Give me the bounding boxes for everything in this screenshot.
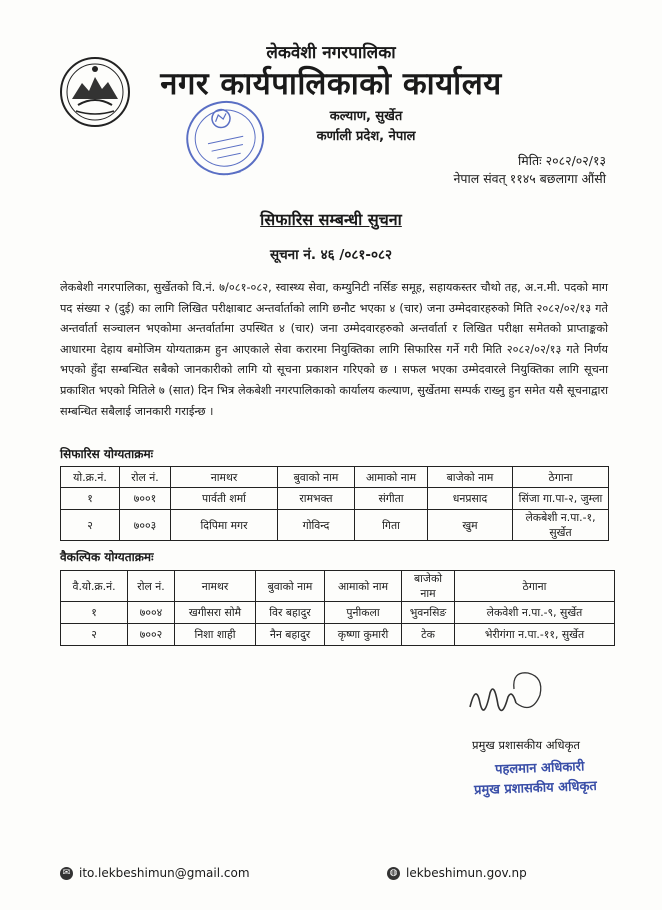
table-cell: निशा शाही [175,624,256,646]
table-cell: पुनीकला [325,602,402,624]
table-cell: भुवनसिङ [402,602,455,624]
table-cell: रामभक्त [278,488,355,510]
globe-icon: ◍ [387,867,400,880]
email-address: ito.lekbeshimun@gmail.com [79,866,250,880]
office-stamp [178,94,274,190]
table-cell: कृष्णा कुमारी [325,624,402,646]
notice-body: लेकबेशी नगरपालिका, सुर्खेतको वि.नं. ७/०८१-०८२, स्वास्थ्य सेवा, कम्युनिटी नर्सिङ समूह, सहायकस्तर चौथो तह, अ.न.मी. पदको माग पद संख्या २ (दुई) का लागि लिखित परीक्षाबाट अन्तर्वार्ताको लागि छनौट भएका ४ (चार) जना उम्मेदवारहरुको मिति २०८२/०२/१३ गते अन्तर्वार्ता सञ्चालन भएकोमा अन्तर्वार्तामा उपस्थित ४ (चार) जना उम्मेदवारहरुको अन्तर्वार्ता र लिखित परीक्षा समेतको प्राप्ताङ्कको आधारमा देहाय बमोजिम योग्यताक्रम हुन आएकाले सेवा करारमा नियुक्तिका लागि सिफारिस गर्ने गरी मिति २०८२/०२/१३ गते निर्णय भएको हुँदा सम्बन्धित सबैको जानकारीको लागि यो सूचना प्रकाशन गरिएको छ । सफल भएका उम्मेदवारले नियुक्तिका लागि सूचना प्रकाशित भएको मितिले ७ (सात) दिन भित्र लेकबेशी नगरपालिकाको कार्यालय कल्याण, सुर्खेतमा सम्पर्क राख्नु हुन समेत यसै सूचनाद्वारा सम्बन्धित सबैलाई जानकारी गराईन्छ । [60,281,608,418]
table-cell: धनप्रसाद [428,488,513,510]
table-row [61,602,615,624]
notice-subject: सिफारिस सम्बन्धी सुचना [260,210,402,229]
col-header: रोल नं. [120,467,171,488]
table-cell: गिता [355,510,428,541]
table-cell: नैन बहादुर [256,624,325,646]
seal-name: पहलमान अधिकारी [494,759,585,778]
handwritten-signature [462,663,552,733]
footer-email [60,866,250,880]
col-header: वै.यो.क्र.नं. [61,571,128,602]
table-cell: भेरीगंगा न.पा.-११, सुर्खेत [455,624,615,646]
col-header: बुवाको नाम [278,467,355,488]
col-header: बाजेको नाम [428,467,513,488]
table-cell: ७००४ [128,602,175,624]
col-header: आमाको नाम [325,571,402,602]
office-title: नगर कार्यपालिकाको कार्यालय [160,66,502,102]
table-row [61,488,609,510]
table-cell: २ [61,510,120,541]
col-header: रोल नं. [128,571,175,602]
table-cell: खुम [428,510,513,541]
table-cell: २ [61,624,128,646]
table-cell: टेक [402,624,455,646]
table-cell: ७००१ [120,488,171,510]
municipality-name: लेकवेशी नगरपालिका [266,43,396,63]
col-header: ठेगाना [455,571,615,602]
table-cell: संगीता [355,488,428,510]
col-header: बाजेको नाम [402,571,455,602]
notice-number: सूचना नं. ४६ /०८१-०८२ [269,247,393,263]
table-cell: सिंजा गा.पा-२, जुम्ला [513,488,609,510]
email-icon: ✉ [60,867,73,880]
website-url: lekbeshimun.gov.np [406,866,527,880]
col-header: नामथर [175,571,256,602]
col-header: बुवाको नाम [256,571,325,602]
seal-title: प्रमुख प्रशासकीय अधिकृत [473,778,598,799]
table-cell: १ [61,602,128,624]
table-cell: लेकवेशी न.पा.-९, सुर्खेत [455,602,615,624]
alternate-table [60,570,615,646]
table-cell: ७००३ [120,510,171,541]
table-row [61,510,609,541]
footer-website [387,866,527,880]
table-cell: लेकबेशी न.पा.-१, सुर्खेत [513,510,609,541]
table-cell: ७००२ [128,624,175,646]
alternate-list-label: वैकल्पिक योग्यताक्रमः [60,550,154,564]
table-cell: खगीसरा सोमै [175,602,256,624]
issue-date: मितिः २०८२/०२/१३ [518,153,606,168]
table-cell: विर बहादुर [256,602,325,624]
table-cell: १ [61,488,120,510]
recommended-table [60,466,609,541]
table-cell: दिपिमा मगर [171,510,278,541]
table-cell: पार्वती शर्मा [171,488,278,510]
nepal-sambat-date: नेपाल संवत् ११४५ बछलागा औंसी [453,171,606,186]
signatory-title: प्रमुख प्रशासकीय अधिकृत [472,738,580,752]
table-cell: गोविन्द [278,510,355,541]
office-province: कर्णाली प्रदेश, नेपाल [316,129,416,144]
col-header: आमाको नाम [355,467,428,488]
col-header: यो.क्र.नं. [61,467,120,488]
table-row [61,624,615,646]
col-header: ठेगाना [513,467,609,488]
office-location: कल्याण, सुर्खेत [329,109,403,124]
col-header: नामथर [171,467,278,488]
recommended-list-label: सिफारिस योग्यताक्रमः [60,447,154,461]
